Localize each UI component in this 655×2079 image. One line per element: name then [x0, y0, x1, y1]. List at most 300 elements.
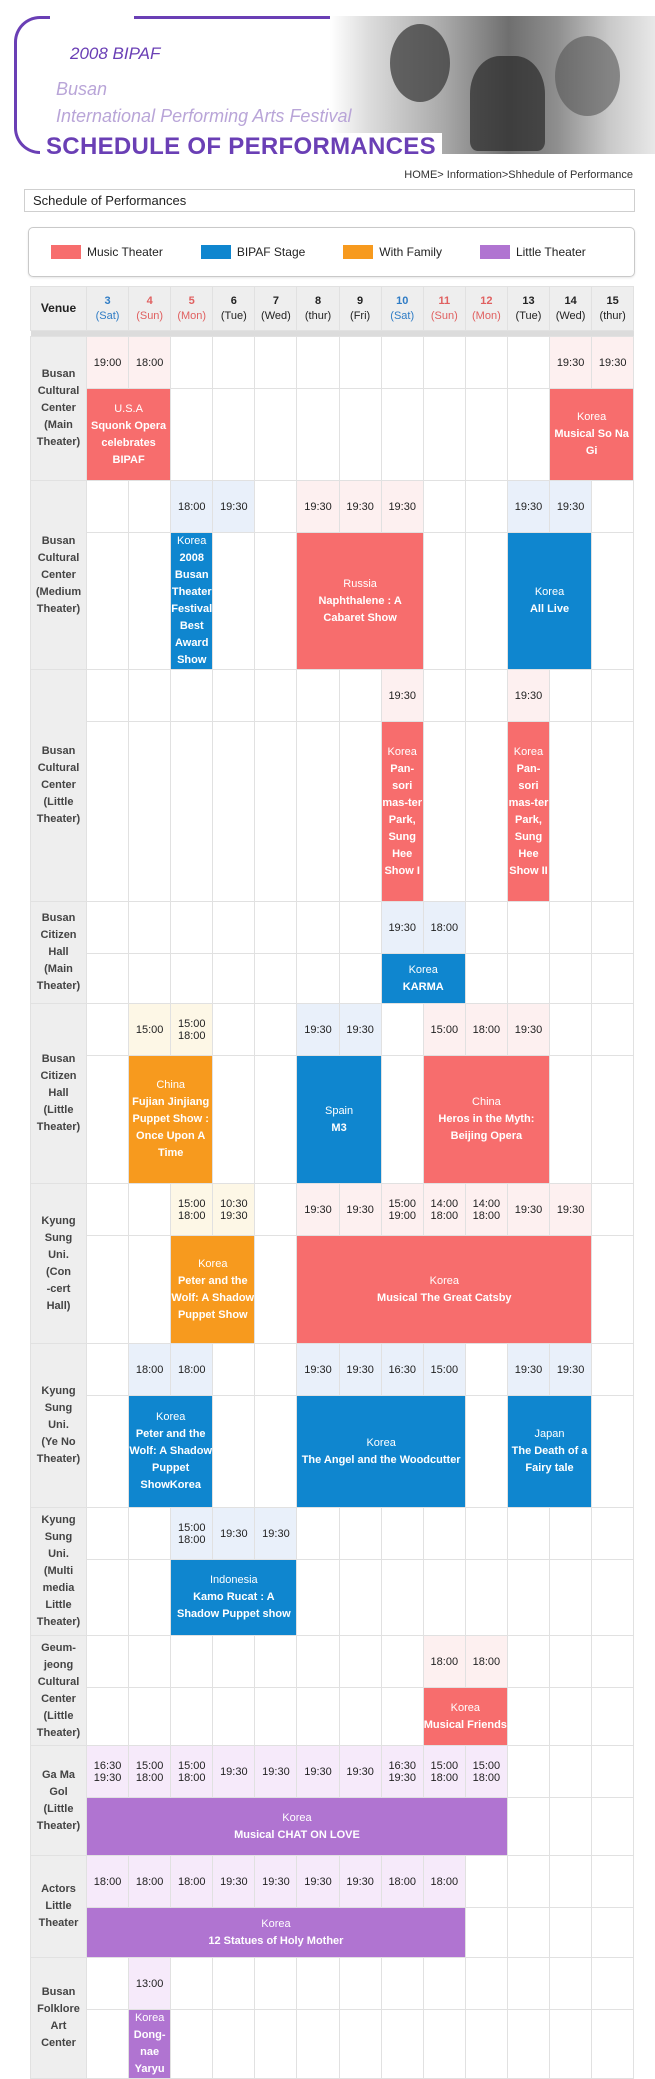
day-number: 9: [357, 294, 364, 307]
empty-slot: [87, 1688, 129, 1746]
day-number: 3: [104, 294, 111, 307]
showtime: 18:00: [472, 1655, 501, 1668]
day-weekday: (Fri): [350, 309, 371, 322]
empty-slot: [550, 2010, 592, 2079]
time-cell: [171, 481, 213, 533]
time-cell: [87, 1746, 129, 1798]
breadcrumb-current: Shhedule of Performance: [508, 169, 633, 181]
legend-item-little-theater: [480, 245, 586, 259]
empty-slot: [255, 722, 297, 902]
time-cell: [297, 1856, 339, 1908]
performance-event[interactable]: [381, 954, 465, 1004]
empty-slot: [339, 1560, 381, 1636]
day-column-header: [465, 287, 507, 331]
venue-name-line: Busan: [41, 1053, 76, 1065]
time-cell: [171, 1184, 213, 1236]
time-cell: [129, 1856, 171, 1908]
event-title: Heros in the Myth: Beijing Opera: [438, 1113, 535, 1142]
venue-column-header: Venue: [31, 287, 87, 331]
empty-slot: [592, 533, 634, 670]
day-weekday: (Mon): [177, 309, 207, 322]
showtime: 19:30: [220, 1527, 248, 1540]
showtime: 18:00: [177, 1029, 206, 1042]
day-number: 8: [314, 294, 322, 307]
empty-slot: [592, 1396, 634, 1508]
time-cell: [213, 1508, 255, 1560]
empty-slot: [592, 954, 634, 1004]
venue-name-line: (Main: [44, 963, 73, 975]
empty-slot: [255, 533, 297, 670]
venue-name-line: (Multi: [43, 1565, 74, 1577]
showtime: 14:00: [472, 1197, 501, 1210]
time-cell: [171, 337, 213, 389]
venue-name-line: Cultural: [37, 1675, 80, 1688]
time-cell: [171, 1636, 213, 1688]
time-cell: [550, 1856, 592, 1908]
time-cell: [171, 1508, 213, 1560]
venue-name-line: (Little: [43, 1709, 74, 1722]
legend-swatch: [51, 245, 81, 259]
time-cell: [129, 1344, 171, 1396]
time-cell: [592, 1636, 634, 1688]
event-country: Korea: [534, 586, 565, 598]
time-cell: [592, 481, 634, 533]
time-cell: [465, 1004, 507, 1056]
time-cell: [297, 1636, 339, 1688]
empty-slot: [87, 1056, 129, 1184]
showtime: 19:30: [514, 1203, 543, 1216]
empty-slot: [129, 722, 171, 902]
day-number: 11: [438, 294, 451, 307]
time-cell: [339, 1508, 381, 1560]
empty-slot: [297, 389, 339, 481]
empty-slot: [592, 1236, 634, 1344]
empty-slot: [465, 2010, 507, 2079]
photo-figure: [470, 56, 545, 151]
empty-slot: [507, 389, 549, 481]
showtime: 16:30: [388, 1759, 416, 1772]
breadcrumb-section[interactable]: Information: [446, 169, 502, 181]
time-cell: [465, 1344, 507, 1396]
empty-slot: [87, 1560, 129, 1636]
time-cell: [507, 1184, 549, 1236]
time-cell: [381, 481, 423, 533]
event-title: Musical So Na Gi: [554, 428, 629, 457]
performance-event[interactable]: [423, 1056, 549, 1184]
performance-event[interactable]: [507, 533, 591, 670]
time-cell: [339, 1184, 381, 1236]
time-cell: [465, 337, 507, 389]
venue-name-line: Cultural: [37, 762, 80, 774]
venue-name-line: Little: [45, 1599, 72, 1611]
empty-slot: [87, 954, 129, 1004]
day-column-header: [297, 287, 339, 331]
time-cell: [171, 1746, 213, 1798]
venue-name-line: Theater: [38, 1917, 79, 1929]
showtime: 18:00: [430, 1771, 459, 1784]
time-cell: [297, 337, 339, 389]
performance-event[interactable]: [297, 1396, 465, 1508]
day-weekday: (thur): [304, 309, 332, 322]
time-cell: [507, 481, 549, 533]
event-title: M3: [331, 1121, 347, 1134]
time-cell: [465, 902, 507, 954]
event-title: Pan-sori mas-ter Park, Sung Hee Show I: [382, 762, 423, 877]
event-title: Musical The Great Catsby: [377, 1291, 512, 1304]
legend-swatch: [201, 245, 231, 259]
venue-name-line: Sung: [44, 1531, 73, 1543]
showtime: 19:30: [262, 1875, 290, 1888]
venue-name-line: Center: [41, 1692, 76, 1705]
time-cell: [87, 1184, 129, 1236]
venue-name-line: Theater): [36, 1819, 81, 1832]
day-weekday: (Tue): [515, 309, 542, 322]
time-cell: [129, 1184, 171, 1236]
event-country: Korea: [366, 1436, 396, 1449]
showtime: 15:00: [135, 1023, 164, 1036]
venue-name-line: Sung: [44, 1231, 73, 1244]
time-cell: [339, 337, 381, 389]
showtime: 15:00: [177, 1197, 206, 1210]
time-cell: [213, 481, 255, 533]
time-cell: [339, 1856, 381, 1908]
time-cell: [550, 902, 592, 954]
showtime: 15:00: [430, 1363, 459, 1376]
time-cell: [465, 1508, 507, 1560]
venue-name: [31, 1856, 87, 1958]
time-cell: [87, 1856, 129, 1908]
festival-name-line: Busan: [56, 79, 108, 99]
time-cell: [213, 1004, 255, 1056]
time-cell: [381, 1636, 423, 1688]
venue-name: [31, 481, 87, 670]
showtime: 19:30: [304, 1875, 332, 1888]
time-cell: [297, 1344, 339, 1396]
time-cell: [507, 902, 549, 954]
time-cell: [297, 1958, 339, 2010]
venue-name-line: Theater): [36, 436, 81, 448]
venue-name-line: Little: [45, 1900, 72, 1912]
showtime: 18:00: [177, 1533, 206, 1546]
venue-name-line: Theater): [36, 602, 81, 615]
time-cell: [465, 1636, 507, 1688]
day-weekday: (Sun): [136, 309, 164, 322]
showtime: 19:30: [388, 1771, 416, 1784]
time-cell: [550, 1746, 592, 1798]
performance-event[interactable]: [129, 2010, 171, 2079]
empty-slot: [423, 389, 465, 481]
venue-name-line: Hall: [48, 1087, 69, 1099]
time-cell: [339, 1746, 381, 1798]
time-cell: [87, 902, 129, 954]
performance-event[interactable]: [297, 1056, 381, 1184]
venue-name-line: Citizen: [40, 929, 77, 941]
legend-swatch: [343, 245, 373, 259]
time-cell: [297, 1004, 339, 1056]
empty-slot: [423, 2010, 465, 2079]
event-title: Musical CHAT ON LOVE: [234, 1828, 360, 1841]
event-title: Musical Friends: [423, 1718, 507, 1731]
empty-slot: [507, 1798, 549, 1856]
venue-name-line: (Ye No: [41, 1436, 76, 1448]
time-cell: [87, 1344, 129, 1396]
performance-event[interactable]: [171, 1236, 255, 1344]
venue-name-line: Hall: [48, 946, 69, 958]
showtime: 19:30: [388, 500, 416, 513]
performance-event[interactable]: [297, 1236, 592, 1344]
event-country: Japan: [534, 1428, 565, 1440]
venue-name-line: Sung: [44, 1402, 73, 1414]
time-cell: [339, 1004, 381, 1056]
venue-name-line: Gol: [49, 1785, 68, 1798]
showtime: 19:30: [556, 500, 585, 513]
venue-name: [31, 1746, 87, 1856]
time-cell: [87, 337, 129, 389]
breadcrumb-separator: >: [501, 169, 509, 181]
time-cell: [550, 337, 592, 389]
venue-name-line: (Medium: [35, 585, 82, 598]
time-cell: [423, 1184, 465, 1236]
time-cell: [465, 1958, 507, 2010]
time-cell: [129, 1508, 171, 1560]
day-column-header: [507, 287, 549, 331]
venue-name-line: Kyung: [41, 1514, 76, 1526]
day-number: 7: [272, 294, 279, 307]
event-country: Indonesia: [209, 1574, 258, 1586]
empty-slot: [381, 389, 423, 481]
showtime: 18:00: [177, 1875, 206, 1888]
empty-slot: [465, 1560, 507, 1636]
time-cell: [550, 1958, 592, 2010]
empty-slot: [339, 954, 381, 1004]
venue-name-line: Theater): [36, 813, 81, 825]
showtime: 18:00: [93, 1875, 122, 1888]
time-cell: [592, 670, 634, 722]
empty-slot: [87, 722, 129, 902]
time-cell: [550, 1004, 592, 1056]
performance-event[interactable]: [87, 1908, 466, 1958]
time-cell: [465, 1184, 507, 1236]
performance-event[interactable]: [87, 389, 171, 481]
showtime: 19:00: [93, 356, 122, 369]
empty-slot: [507, 1560, 549, 1636]
showtime: 15:00: [430, 1759, 459, 1772]
venue-name: [31, 1636, 87, 1746]
event-title: 12 Statues of Holy Mother: [208, 1934, 344, 1947]
day-number: 12: [480, 294, 493, 307]
venue-name-line: Theater): [36, 980, 81, 992]
empty-slot: [297, 1688, 339, 1746]
day-column-header: [381, 287, 423, 331]
time-cell: [129, 337, 171, 389]
empty-slot: [129, 954, 171, 1004]
showtime: 18:00: [472, 1771, 501, 1784]
empty-slot: [255, 2010, 297, 2079]
venue-name-line: Busan: [41, 745, 76, 757]
day-weekday: (Sun): [430, 309, 458, 322]
event-title: The Angel and the Woodcutter: [301, 1453, 461, 1466]
venue-name: [31, 1344, 87, 1508]
time-cell: [592, 337, 634, 389]
venue-name-line: jeong: [43, 1658, 74, 1671]
showtime: 15:00: [388, 1197, 416, 1210]
time-cell: [423, 902, 465, 954]
time-cell: [129, 1746, 171, 1798]
time-cell: [255, 481, 297, 533]
empty-slot: [550, 722, 592, 902]
time-cell: [87, 670, 129, 722]
empty-slot: [592, 1798, 634, 1856]
empty-slot: [592, 1560, 634, 1636]
showtime: 10:30: [220, 1197, 248, 1210]
empty-slot: [465, 722, 507, 902]
showtime: 19:30: [346, 1765, 374, 1778]
performance-event[interactable]: [171, 533, 213, 670]
time-cell: [423, 1004, 465, 1056]
showtime: 18:00: [430, 1875, 459, 1888]
venue-name-line: Actors: [41, 1883, 76, 1895]
venue-name-line: Geum-: [41, 1641, 76, 1654]
empty-slot: [465, 1908, 507, 1958]
time-cell: [423, 1508, 465, 1560]
empty-slot: [339, 1688, 381, 1746]
performance-event[interactable]: [507, 1396, 591, 1508]
showtime: 19:30: [346, 1875, 374, 1888]
day-column-header: [87, 287, 129, 331]
day-column-header: [129, 287, 171, 331]
time-cell: [339, 481, 381, 533]
venue-name-line: Busan: [41, 534, 76, 547]
performance-event[interactable]: [297, 533, 423, 670]
day-column-header: [171, 287, 213, 331]
performance-event[interactable]: [381, 722, 423, 902]
time-cell: [550, 1508, 592, 1560]
event-title: All Live: [529, 603, 570, 615]
performance-event[interactable]: [87, 1798, 508, 1856]
empty-slot: [381, 1560, 423, 1636]
showtime: 19:30: [262, 1527, 290, 1540]
showtime: 19:30: [598, 356, 627, 369]
showtime: 18:00: [135, 1363, 164, 1376]
time-cell: [592, 1184, 634, 1236]
time-cell: [255, 1184, 297, 1236]
category-legend: [28, 227, 635, 277]
time-cell: [255, 1508, 297, 1560]
showtime: 19:30: [304, 1203, 332, 1216]
day-weekday: (thur): [599, 309, 626, 322]
venue-name: [31, 1004, 87, 1184]
legend-item-bipaf-stage: [201, 245, 305, 259]
time-cell: [255, 670, 297, 722]
showtime: 13:00: [135, 1977, 164, 1990]
showtime: 19:30: [556, 1203, 585, 1216]
venue-name-line: Uni.: [48, 1419, 69, 1431]
performance-event[interactable]: [550, 389, 634, 481]
event-country: U.S.A: [114, 402, 143, 415]
breadcrumb-home[interactable]: HOME: [404, 169, 438, 181]
time-cell: [339, 670, 381, 722]
performance-event[interactable]: [171, 1560, 297, 1636]
empty-slot: [213, 2010, 255, 2079]
event-title: Fujian Jinjiang Puppet Show : Once Upon A Time: [132, 1096, 210, 1159]
photo-figure: [390, 24, 450, 102]
page-header: [0, 0, 655, 181]
showtime: 19:30: [220, 1209, 248, 1222]
empty-slot: [465, 389, 507, 481]
time-cell: [213, 1184, 255, 1236]
time-cell: [381, 1856, 423, 1908]
day-column-header: [339, 287, 381, 331]
empty-slot: [171, 722, 213, 902]
event-country: Korea: [513, 745, 544, 758]
empty-slot: [129, 1560, 171, 1636]
event-country: Korea: [177, 535, 207, 547]
day-weekday: (Mon): [472, 309, 501, 322]
venue-name-line: (Little: [43, 1802, 74, 1815]
venue-name: [31, 1958, 87, 2079]
venue-name-line: Folklore: [37, 2003, 80, 2015]
page-title: SCHEDULE OF PERFORMANCES: [40, 133, 442, 161]
venue-name-line: Busan: [41, 1986, 76, 1998]
time-cell: [339, 902, 381, 954]
venue-name: [31, 337, 87, 481]
showtime: 19:00: [388, 1209, 416, 1222]
event-country: Korea: [450, 1701, 481, 1714]
showtime: 19:30: [514, 500, 543, 513]
event-title: KARMA: [402, 980, 444, 993]
time-cell: [129, 1004, 171, 1056]
time-cell: [381, 1508, 423, 1560]
time-cell: [171, 1004, 213, 1056]
time-cell: [465, 481, 507, 533]
time-cell: [381, 902, 423, 954]
empty-slot: [550, 1908, 592, 1958]
showtime: 19:30: [388, 689, 416, 702]
performance-event[interactable]: [129, 1056, 213, 1184]
schedule-table: [30, 286, 634, 2079]
showtime: 19:30: [93, 1771, 122, 1784]
empty-slot: [213, 722, 255, 902]
time-cell: [339, 1636, 381, 1688]
venue-name-line: (Main: [44, 419, 73, 431]
venue-name: [31, 1184, 87, 1344]
empty-slot: [171, 389, 213, 481]
empty-slot: [465, 954, 507, 1004]
performance-event[interactable]: [423, 1688, 507, 1746]
time-cell: [171, 902, 213, 954]
day-number: 4: [146, 294, 153, 307]
empty-slot: [171, 2010, 213, 2079]
time-cell: [465, 670, 507, 722]
day-number: 15: [606, 294, 619, 307]
day-column-header: [423, 287, 465, 331]
empty-slot: [255, 389, 297, 481]
time-cell: [87, 1958, 129, 2010]
empty-slot: [381, 1688, 423, 1746]
showtime: 19:30: [304, 500, 332, 513]
performance-event[interactable]: [129, 1396, 213, 1508]
time-cell: [423, 1958, 465, 2010]
empty-slot: [465, 1396, 507, 1508]
event-country: China: [472, 1096, 501, 1108]
time-cell: [507, 1508, 549, 1560]
time-cell: [87, 1004, 129, 1056]
showtime: 15:00: [177, 1521, 206, 1534]
empty-slot: [550, 1798, 592, 1856]
performance-event[interactable]: [507, 722, 549, 902]
empty-slot: [423, 722, 465, 902]
showtime: 19:30: [220, 1875, 248, 1888]
